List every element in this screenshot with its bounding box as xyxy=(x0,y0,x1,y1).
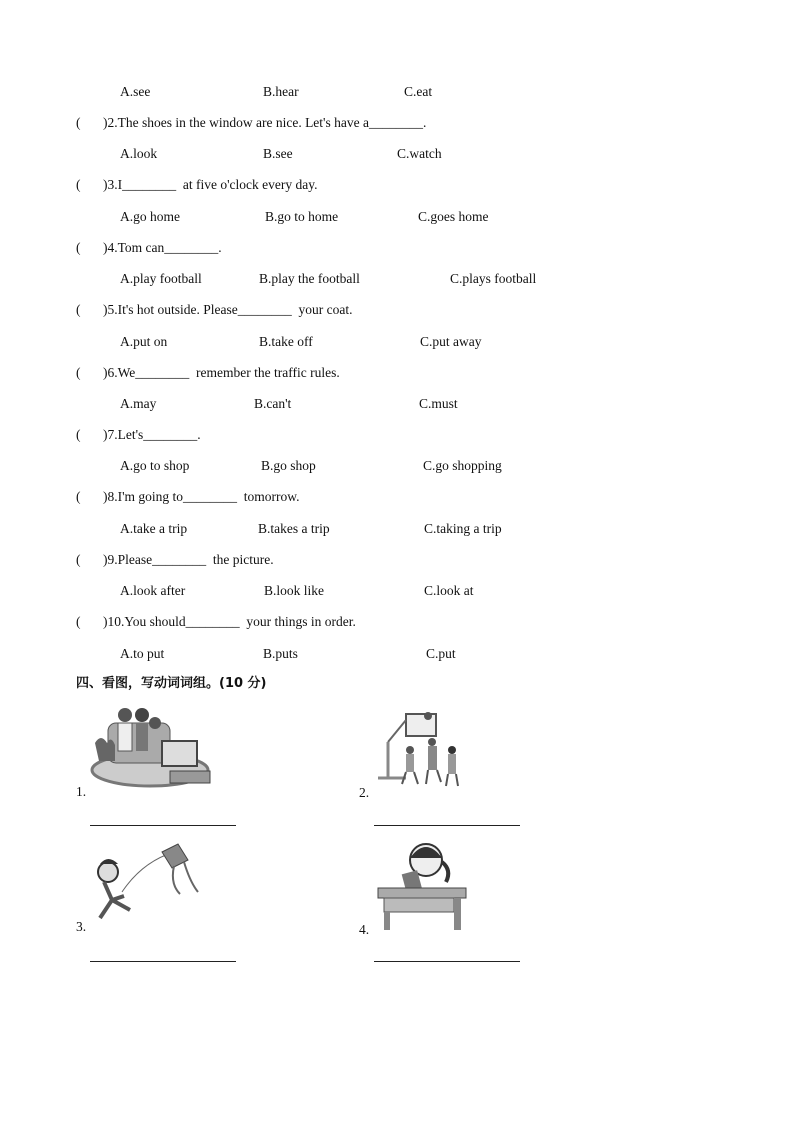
option-b: B.hear xyxy=(263,84,299,99)
answer-bracket[interactable]: ( xyxy=(76,177,81,193)
item-number: 2. xyxy=(359,785,370,800)
option-a: A.go to shop xyxy=(120,458,190,474)
answer-bracket[interactable]: ( xyxy=(76,302,81,318)
option-c: C.put away xyxy=(420,333,482,349)
answer-line-4[interactable] xyxy=(374,961,520,962)
option-c: C.must xyxy=(419,396,458,411)
option-a: A.play football xyxy=(120,271,202,287)
question-stem: )8.I'm going to________ tomorrow. xyxy=(103,489,300,505)
option-b: B.go to home xyxy=(265,208,339,224)
answer-bracket[interactable]: ( xyxy=(76,427,81,442)
question-stem: )2.The shoes in the window are nice. Let's have a________. xyxy=(103,115,427,130)
option-b: B.see xyxy=(263,146,293,162)
option-b: B.can't xyxy=(254,396,292,411)
boy-flying-kite-image xyxy=(94,840,204,930)
question-stem: )10.You should________ your things in order. xyxy=(103,614,356,630)
question-stem: )5.It's hot outside. Please________ your coat. xyxy=(103,302,353,318)
option-b: B.puts xyxy=(263,645,298,661)
answer-bracket[interactable]: ( xyxy=(76,614,81,630)
option-c: C.watch xyxy=(397,146,442,162)
girl-reading-image xyxy=(376,838,471,933)
option-a: A.look after xyxy=(120,583,186,599)
option-c: C.plays football xyxy=(450,271,537,287)
option-a: A.see xyxy=(120,84,151,99)
item-number: 3. xyxy=(76,919,87,934)
option-c: C.look at xyxy=(424,583,474,599)
answer-bracket[interactable]: ( xyxy=(76,239,81,255)
question-stem: )7.Let's________. xyxy=(103,427,201,442)
option-b: B.go shop xyxy=(261,458,316,474)
answer-line-3[interactable] xyxy=(90,961,236,962)
option-c: C.go shopping xyxy=(423,458,502,474)
option-a: A.take a trip xyxy=(120,520,188,536)
question-stem: )3.I________ at five o'clock every day. xyxy=(103,177,318,193)
option-c: C.taking a trip xyxy=(424,520,502,536)
question-stem: )6.We________ remember the traffic rules. xyxy=(103,364,340,380)
answer-bracket[interactable]: ( xyxy=(76,489,81,505)
section-4-heading: 四、看图，写动词词组。(10 分) xyxy=(76,676,267,691)
family-watching-tv-image xyxy=(90,705,212,790)
option-a: A.put on xyxy=(120,333,168,349)
item-number: 1. xyxy=(76,784,87,799)
option-c: C.eat xyxy=(404,84,433,99)
option-b: B.play the football xyxy=(259,271,360,287)
option-a: A.may xyxy=(120,396,157,411)
option-b: B.look like xyxy=(264,583,324,599)
option-b: B.takes a trip xyxy=(258,520,330,536)
option-b: B.take off xyxy=(259,333,313,349)
answer-bracket[interactable]: ( xyxy=(76,551,81,567)
option-c: C.put xyxy=(426,645,456,661)
option-c: C.goes home xyxy=(418,208,489,224)
option-a: A.to put xyxy=(120,645,165,661)
question-stem: )4.Tom can________. xyxy=(103,239,222,255)
answer-bracket[interactable]: ( xyxy=(76,115,81,130)
question-stem: )9.Please________ the picture. xyxy=(103,551,274,567)
option-a: A.look xyxy=(120,146,158,162)
answer-line-1[interactable] xyxy=(90,825,236,826)
basketball-image xyxy=(376,710,471,800)
option-a: A.go home xyxy=(120,208,180,224)
item-number: 4. xyxy=(359,922,370,937)
answer-line-2[interactable] xyxy=(374,825,520,826)
answer-bracket[interactable]: ( xyxy=(76,364,81,380)
